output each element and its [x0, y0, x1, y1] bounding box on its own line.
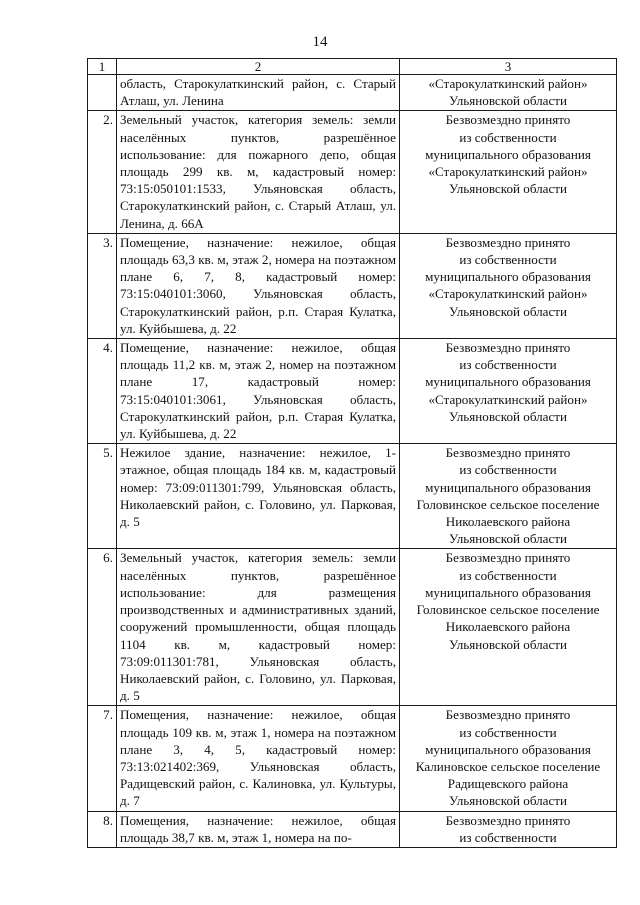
status-line: Николаевского района — [445, 514, 571, 530]
property-table — [87, 58, 617, 848]
status-line: «Старокулаткинский район» — [428, 164, 588, 180]
property-description: Земельный участок, категория земель: земли населённых пунктов, разрешённое использование: для размещения производственных и административных зданий, сооружений промышленности, общая площадь 1104 кв. м, кадастровый номер: 73:09:011301:781, Ульяновская область, Николаевский район, с. Головино, ул. Парковая, д. 5 — [117, 549, 400, 706]
table-row — [88, 811, 617, 847]
status-line: из собственности — [459, 724, 557, 740]
status-line: муниципального образования — [425, 584, 591, 600]
column-header-3: 3 — [400, 59, 617, 75]
page-number: 14 — [312, 34, 328, 50]
status-line: муниципального образования — [425, 146, 591, 162]
status-line: из собственности — [459, 252, 557, 268]
transfer-status — [400, 233, 617, 338]
table-row — [88, 233, 617, 338]
transfer-status — [400, 339, 617, 444]
table-row — [88, 75, 617, 111]
row-number — [88, 75, 117, 111]
status-line: Ульяновской области — [448, 793, 568, 809]
property-description: Помещение, назначение: нежилое, общая площадь 11,2 кв. м, этаж 2, номер на поэтажном плане 17, кадастровый номер: 73:15:040101:3061, Ульяновская область, Старокулаткинский район, р.п. Старая Кулатка, ул. Куйбышева, д. 22 — [117, 339, 400, 444]
status-line: муниципального образования — [425, 741, 591, 757]
status-line: Безвозмездно принято — [445, 550, 571, 566]
property-description: Нежилое здание, назначение: нежилое, 1-этажное, общая площадь 184 кв. м, кадастровый номер: 73:09:011301:799, Ульяновская область, Николаевский район, с. Головино, ул. Парковая, д. 5 — [117, 444, 400, 549]
column-header-2: 2 — [117, 59, 400, 75]
table-header-row — [88, 59, 617, 75]
row-number: 4. — [88, 339, 117, 444]
status-line: Ульяновской области — [448, 531, 568, 547]
status-line: муниципального образования — [425, 374, 591, 390]
status-line: Безвозмездно принято — [445, 707, 571, 723]
transfer-status — [400, 111, 617, 233]
transfer-status — [400, 75, 617, 111]
table-row — [88, 339, 617, 444]
status-line: Головинское сельское поселение — [416, 602, 600, 618]
status-line: Николаевского района — [445, 619, 571, 635]
status-line: из собственности — [459, 357, 557, 373]
transfer-status — [400, 811, 617, 847]
column-header-1: 1 — [88, 59, 117, 75]
status-line: «Старокулаткинский район» — [428, 286, 588, 302]
table-row — [88, 706, 617, 811]
table-row — [88, 549, 617, 706]
row-number: 5. — [88, 444, 117, 549]
status-line: Калиновское сельское поселение — [415, 758, 601, 774]
row-number: 8. — [88, 811, 117, 847]
table-body — [88, 59, 617, 848]
transfer-status — [400, 706, 617, 811]
property-description: Земельный участок, категория земель: земли населённых пунктов, разрешённое использование: для пожарного депо, общая площадь 299 кв. м, кадастровый номер: 73:15:050101:1533, Ульяновская область, Старокулаткинский район, с. Старый Атлаш, ул. Ленина, д. 66А — [117, 111, 400, 233]
status-line: Безвозмездно принято — [445, 112, 571, 128]
status-line: из собственности — [459, 829, 557, 845]
status-line: Ульяновской области — [448, 93, 568, 109]
status-line: Безвозмездно принято — [445, 812, 571, 828]
status-line: Ульяновской области — [448, 408, 568, 424]
row-number: 7. — [88, 706, 117, 811]
status-line: «Старокулаткинский район» — [428, 76, 588, 91]
row-number: 3. — [88, 233, 117, 338]
table-row — [88, 444, 617, 549]
status-line: Ульяновской области — [448, 181, 568, 197]
property-description: Помещение, назначение: нежилое, общая площадь 63,3 кв. м, этаж 2, номера на поэтажном плане 6, 7, 8, кадастровый номер: 73:15:040101:3060, Ульяновская область, Старокулаткинский район, р.п. Старая Кулатка, ул. Куйбышева, д. 22 — [117, 233, 400, 338]
transfer-status — [400, 549, 617, 706]
table-row — [88, 111, 617, 233]
status-line: Головинское сельское поселение — [416, 496, 600, 512]
row-number: 2. — [88, 111, 117, 233]
property-description: Помещения, назначение: нежилое, общая площадь 38,7 кв. м, этаж 1, номера на по- — [117, 811, 400, 847]
status-line: Ульяновской области — [448, 636, 568, 652]
status-line: из собственности — [459, 567, 557, 583]
status-line: Ульяновской области — [448, 303, 568, 319]
status-line: Безвозмездно принято — [445, 234, 571, 250]
status-line: Безвозмездно принято — [445, 340, 571, 356]
property-description: область, Старокулаткинский район, с. Старый Атлаш, ул. Ленина — [117, 75, 400, 111]
row-number: 6. — [88, 549, 117, 706]
status-line: из собственности — [459, 129, 557, 145]
status-line: «Старокулаткинский район» — [428, 391, 588, 407]
property-description: Помещения, назначение: нежилое, общая площадь 109 кв. м, этаж 1, номера на поэтажном плане 3, 4, 5, кадастровый номер: 73:13:021402:369, Ульяновская область, Радищевский район, с. Калиновка, ул. Культуры, д. 7 — [117, 706, 400, 811]
status-line: Радищевского района — [447, 776, 569, 792]
status-line: муниципального образования — [425, 479, 591, 495]
transfer-status — [400, 444, 617, 549]
status-line: муниципального образования — [425, 269, 591, 285]
status-line: из собственности — [459, 462, 557, 478]
status-line: Безвозмездно принято — [445, 445, 571, 461]
